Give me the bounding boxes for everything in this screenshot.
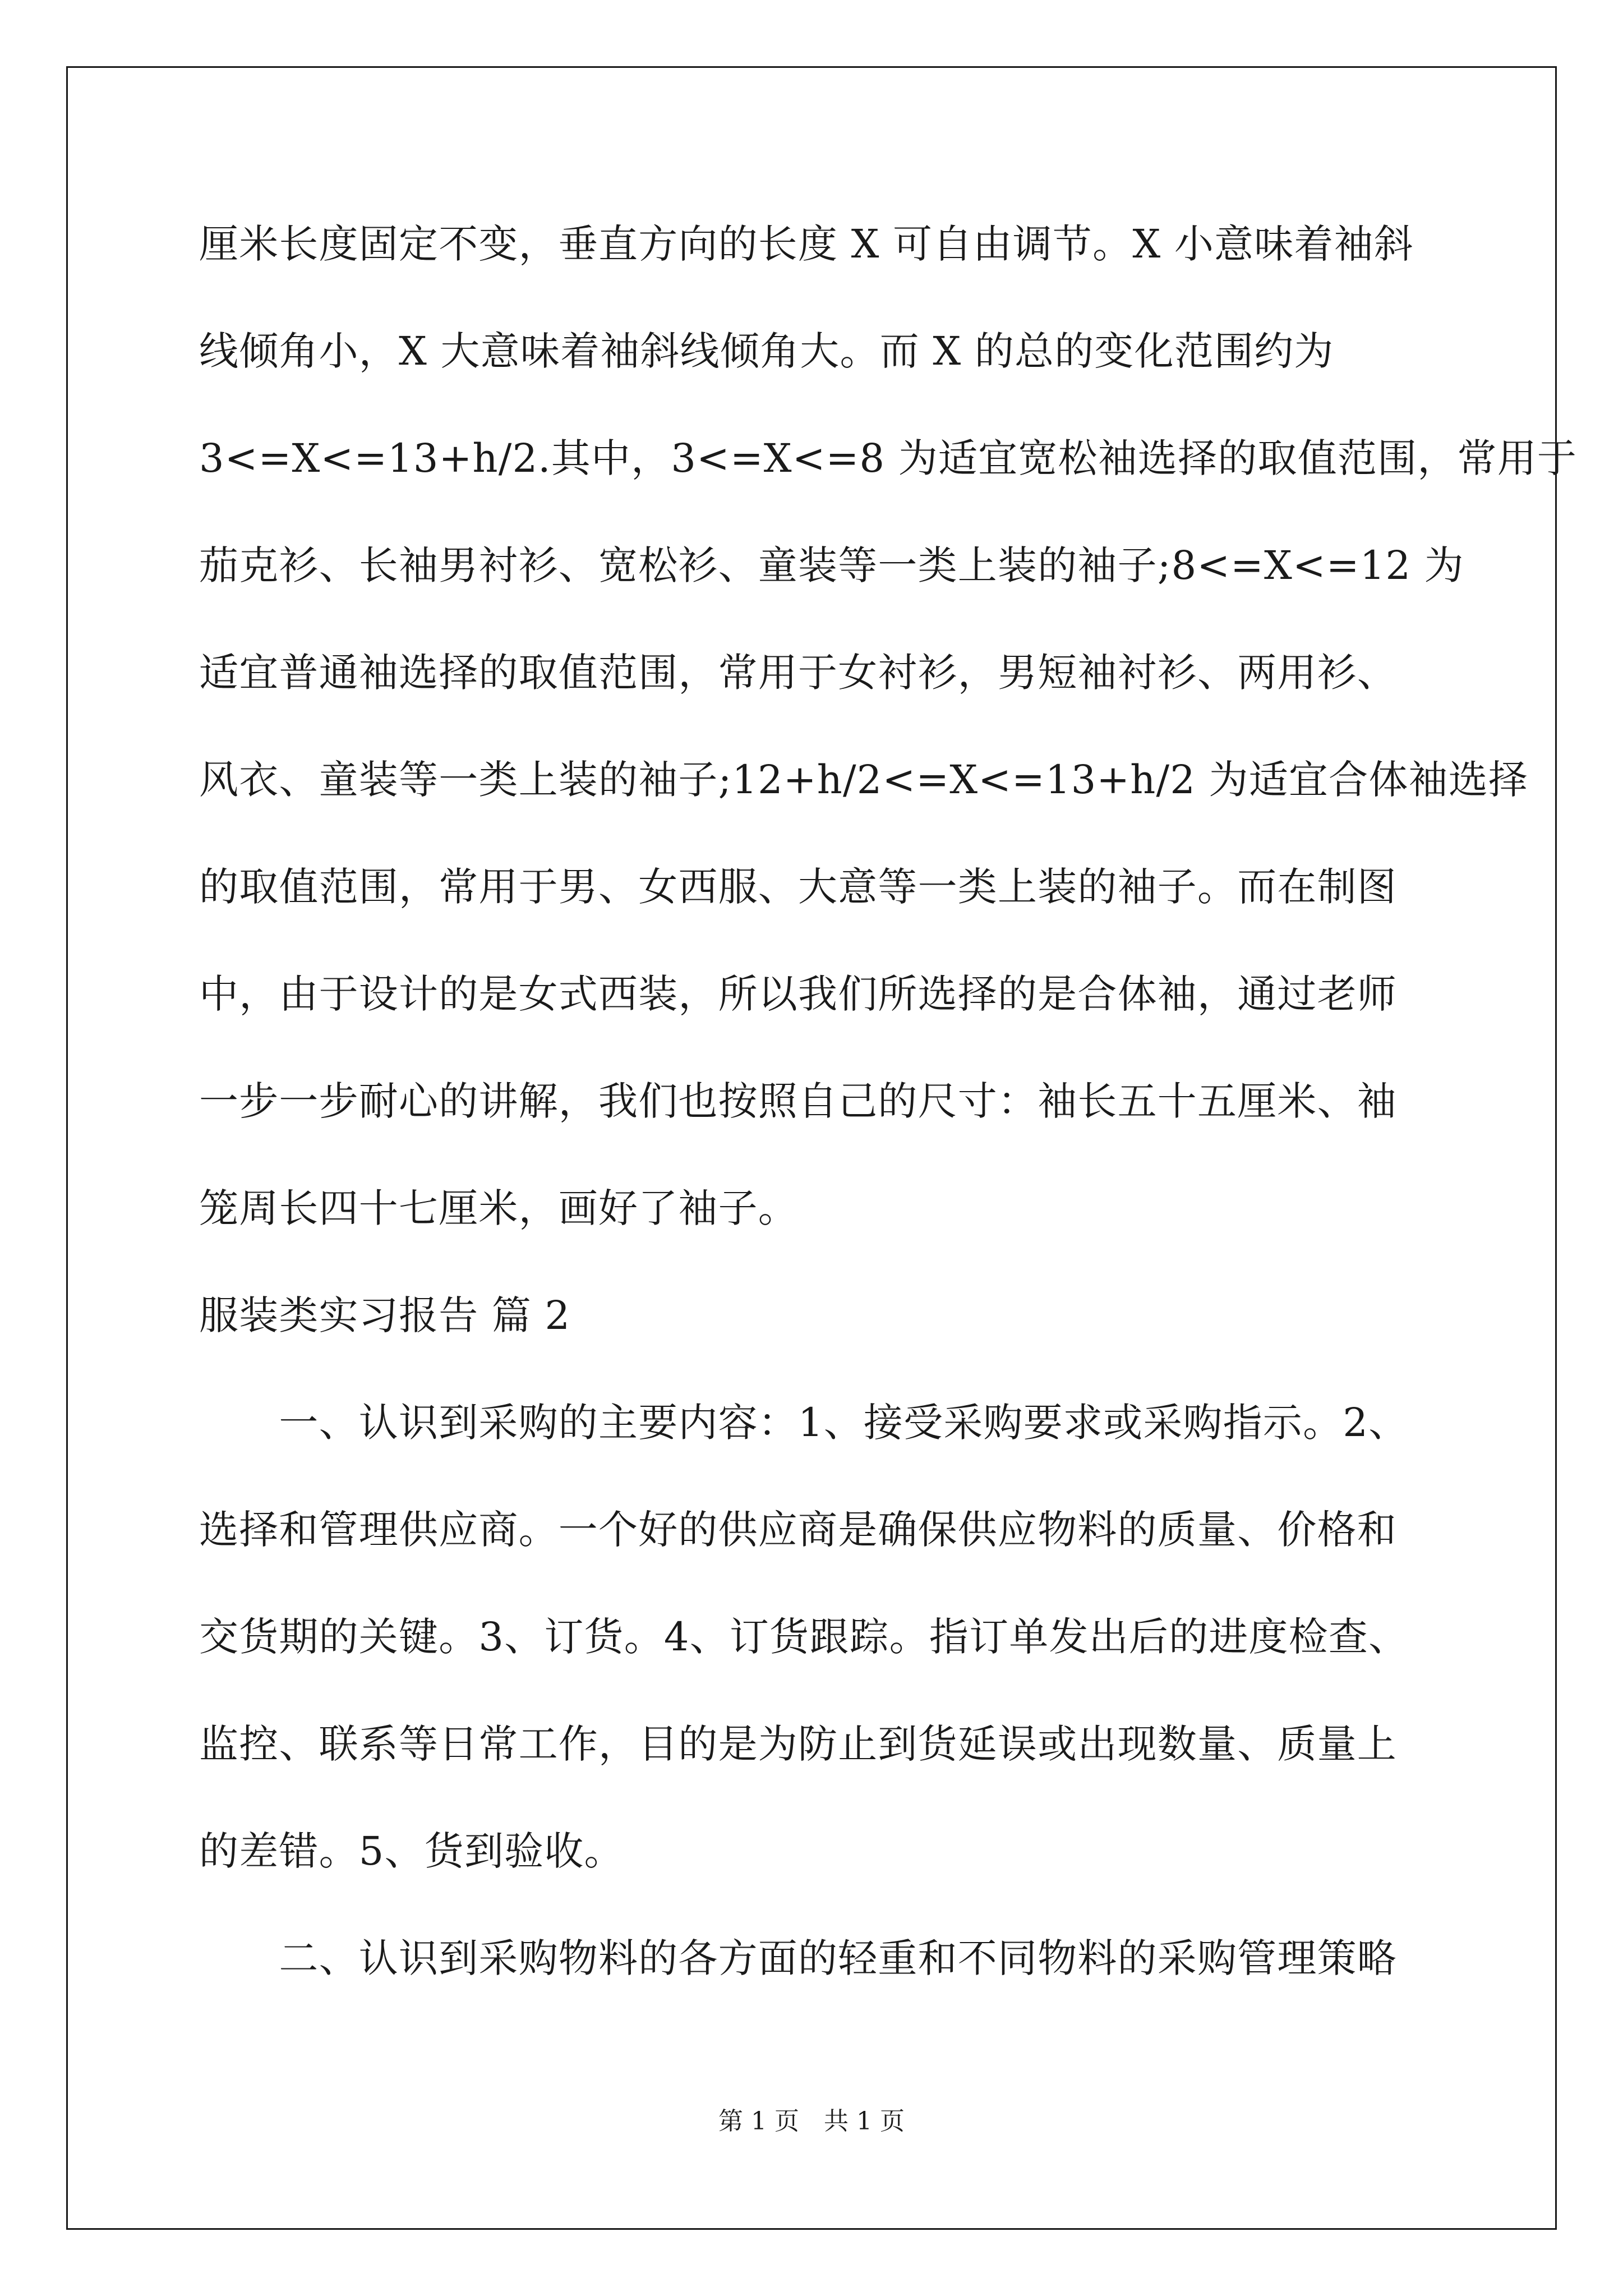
text-line: 茄克衫、长袖男衬衫、宽松衫、童装等一类上装的袖子;8<=X<=12 为 (199, 542, 1464, 588)
text-line: 的取值范围，常用于男、女西服、大意等一类上装的袖子。而在制图 (199, 864, 1397, 910)
text-line: 适宜普通袖选择的取值范围，常用于女衬衫，男短袖衬衫、两用衫、 (199, 650, 1397, 696)
text-line: 线倾角小，X 大意味着袖斜线倾角大。而 X 的总的变化范围约为 (199, 328, 1334, 374)
text-line: 二、认识到采购物料的各方面的轻重和不同物料的采购管理策略 (199, 1935, 1397, 1981)
text-line: 一、认识到采购的主要内容：1、接受采购要求或采购指示。2、 (199, 1400, 1409, 1446)
page-footer: 第 1 页 共 1 页 (718, 2107, 905, 2136)
document-body (199, 213, 1578, 2035)
text-line: 中，由于设计的是女式西装，所以我们所选择的是合体袖，通过老师 (199, 971, 1397, 1017)
section-heading: 服装类实习报告 篇 2 (199, 1292, 571, 1338)
text-line: 选择和管理供应商。一个好的供应商是确保供应物料的质量、价格和 (199, 1507, 1397, 1553)
text-line: 的差错。5、货到验收。 (199, 1828, 624, 1874)
text-line: 厘米长度固定不变，垂直方向的长度 X 可自由调节。X 小意味着袖斜 (199, 221, 1414, 267)
text-line: 一步一步耐心的讲解，我们也按照自己的尺寸：袖长五十五厘米、袖 (199, 1078, 1397, 1124)
text-line: 交货期的关键。3、订货。4、订货跟踪。指订单发出后的进度检查、 (199, 1614, 1409, 1660)
text-line: 监控、联系等日常工作，目的是为防止到货延误或出现数量、质量上 (199, 1721, 1397, 1767)
text-line: 笼周长四十七厘米，画好了袖子。 (199, 1185, 798, 1231)
text-line: 3<=X<=13+h/2.其中，3<=X<=8 为适宜宽松袖选择的取值范围，常用于 (199, 435, 1578, 481)
text-line: 风衣、童装等一类上装的袖子;12+h/2<=X<=13+h/2 为适宜合体袖选择 (199, 757, 1529, 803)
